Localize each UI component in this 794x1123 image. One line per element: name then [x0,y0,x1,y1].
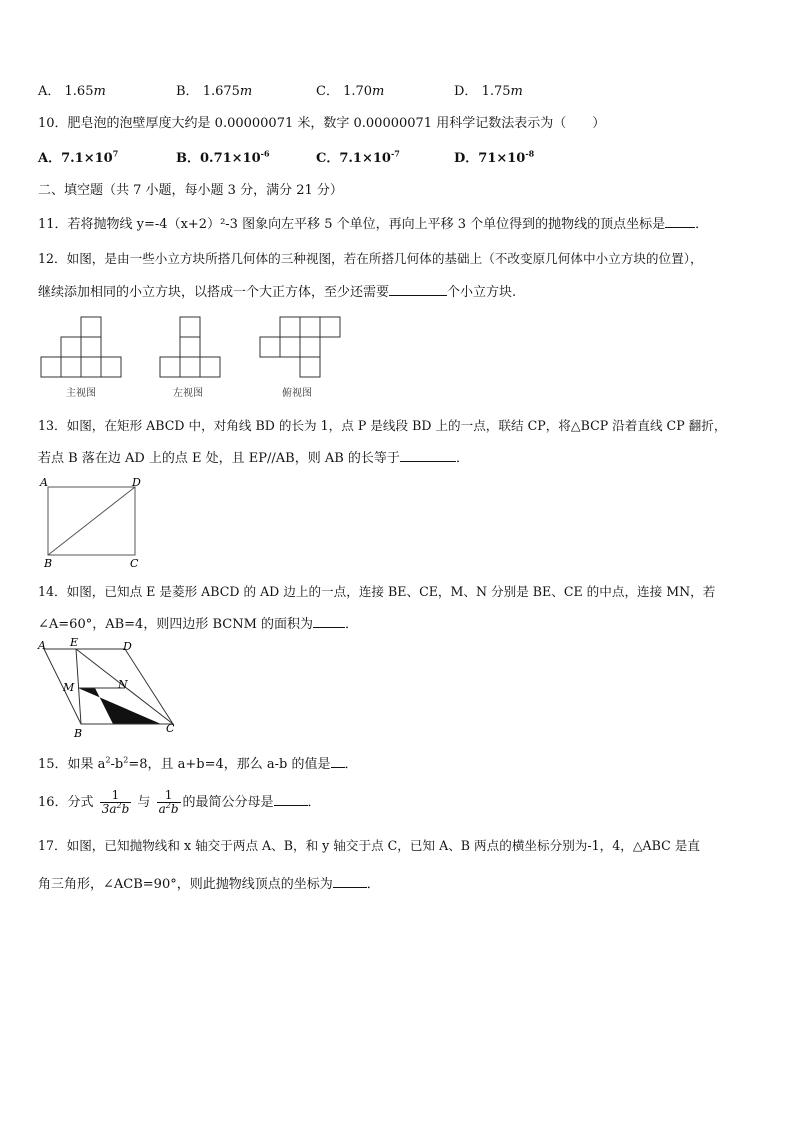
label-d: D [123,640,132,653]
option-value: 1.65 [64,84,94,99]
q10-option-d: D．$71\times 10^{-8}$ [454,148,535,166]
label-a: A [40,476,48,489]
answer-blank[interactable] [400,449,456,462]
option-unit: m [93,84,106,99]
fraction-2: $\frac{1}{a^2b}$ [158,788,179,816]
q9-option-a [38,84,106,100]
top-view-caption: 俯视图 [282,388,312,399]
q11-stem: 11．若将抛物线 y=-4（x+2）²-3 图象向左平移 5 个单位，再向上平移 3 个单位得到的抛物线的顶点坐标是 ． [38,217,709,232]
left-view-caption: 左视图 [173,388,203,399]
label-e: E [70,636,79,649]
top-view-figure [259,316,343,378]
option-letter: C． [316,84,339,99]
q16-stem: 16．分式 $\frac{1}{3a^2b}$ 与 $\frac{1}{a^2b}$ 的最简公分母是 ． [38,788,321,816]
option-unit: m [372,84,385,99]
option-value: 1.70 [343,84,373,99]
q12-line1: 12．如图，是由一些小立方块所搭几何体的三种视图，若在所搭几何体的基础上（不改变原几何体中小立方块的位置）， [38,251,703,266]
label-m: M [63,681,75,694]
front-view-figure [40,316,124,378]
q14-line1: 14．如图，已知点 E 是菱形 ABCD 的 AD 边上的一点，连接 BE、CE，M、N 分别是 BE、CE 的中点，连接 MN，若 [38,584,716,599]
q9-option-d [454,84,523,100]
option-letter: D． [454,84,478,99]
fraction-1: $\frac{1}{3a^2b}$ [101,788,130,816]
q10-option-b: B．$0.71\times 10^{-6}$ [176,148,270,166]
answer-blank[interactable] [665,215,695,228]
left-view-figure [159,316,223,378]
q9-option-c [316,84,384,100]
q10-option-a: A．$7.1\times 10^7$ [38,148,119,166]
rhombus-abcd-figure [38,636,183,741]
front-view-caption: 主视图 [66,388,96,399]
answer-blank[interactable] [331,755,345,768]
q12-line2: 继续添加相同的小立方块，以搭成一个大正方体，至少还需要 个小立方块. [38,285,517,300]
answer-blank[interactable] [274,793,308,806]
q13-line2: 若点 B 落在边 AD 上的点 E 处，且 EP//AB，则 AB 的长等于 ． [38,451,469,466]
label-d: D [132,476,141,489]
label-n: N [118,678,128,691]
q9-option-b [176,84,252,100]
option-value: 1.675 [202,84,240,99]
q17-line2: 角三角形，∠ACB=90°，则此抛物线顶点的坐标为 ． [38,877,380,892]
option-letter: B． [176,84,199,99]
q10-option-c: C．$7.1\times 10^{-7}$ [316,148,400,166]
rectangle-abcd-figure [38,476,148,568]
q14-line2: ∠A=60°，AB=4，则四边形 BCNM 的面积为 ． [38,617,359,632]
option-value: 1.75 [481,84,511,99]
label-a: A [38,639,46,652]
q10-stem: 10．肥皂泡的泡壁厚度大约是 0.00000071 米，数字 0.00000071 用科学记数法表示为（ ） [38,116,606,131]
label-b: B [44,557,53,570]
label-b: B [74,727,83,740]
label-c: C [130,557,139,570]
option-letter: A． [38,84,61,99]
q15-stem: 15．如果 $a^2-b^2=8$，且 a+b=4，那么 a-b 的值是 ． [38,755,358,772]
answer-blank[interactable] [333,875,367,888]
answer-blank[interactable] [389,283,447,296]
q17-line1: 17．如图，已知抛物线和 x 轴交于两点 A、B，和 y 轴交于点 C，已知 A、B 两点的横坐标分别为-1，4，△ABC 是直 [38,838,700,853]
option-unit: m [510,84,523,99]
section-heading: 二、填空题（共 7 小题，每小题 3 分，满分 21 分） [38,183,343,198]
answer-blank[interactable] [313,615,345,628]
q13-line1: 13．如图，在矩形 ABCD 中，对角线 BD 的长为 1，点 P 是线段 BD 上的一点，联结 CP，将△BCP 沿着直线 CP 翻折， [38,418,727,433]
option-unit: m [239,84,253,99]
label-c: C [166,722,175,735]
